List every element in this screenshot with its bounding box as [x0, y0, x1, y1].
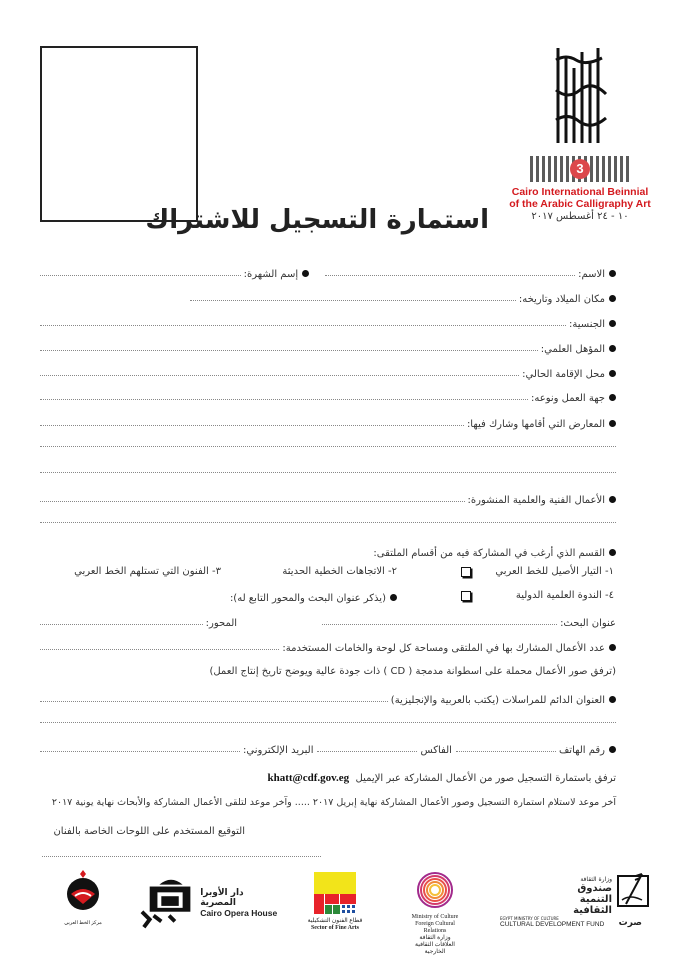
row-employer	[40, 386, 616, 404]
cdf-name-en: CULTURAL DEVELOPMENT FUND	[500, 921, 605, 928]
logo-title-line2: of the Arabic Calligraphy Art	[509, 198, 651, 210]
research-title-label: عنوان البحث:	[560, 618, 616, 629]
publications-field[interactable]	[40, 501, 465, 502]
calligraphy-logo-icon	[550, 40, 610, 150]
bullet-icon	[390, 594, 397, 601]
fine-arts-squares-icon	[314, 872, 356, 914]
calligraphy-band	[530, 156, 630, 182]
email-label: البريد الإلكتروني:	[243, 745, 314, 756]
bullet-icon	[609, 394, 616, 401]
row-exhibitions	[40, 412, 616, 430]
biennial-logo	[505, 40, 655, 222]
address-field-line2[interactable]	[40, 722, 616, 723]
axis-label: المحور:	[205, 618, 238, 629]
cdf-name-ar: صندوق التنمية الثقافية	[573, 883, 612, 916]
bullet-icon	[609, 270, 616, 277]
qualification-field[interactable]	[40, 350, 538, 351]
research-note-label: (يذكر عنوان البحث والمحور التابع له):	[229, 593, 386, 604]
email-field[interactable]	[40, 751, 240, 752]
cdf-ministry-en: EGYPT MINISTRY OF CULTURE	[500, 916, 559, 921]
bullet-icon	[609, 746, 616, 753]
option-4-label: ٤- الندوة العلمية الدولية	[515, 590, 614, 601]
photo-box	[40, 46, 198, 222]
opera-en: Cairo Opera House	[200, 908, 278, 918]
cdf-ministry-ar: وزارة الثقافة	[580, 876, 612, 883]
cd-note: (ترفق صور الأعمال محملة على اسطوانة مدمجة ( CD ) ذات جودة عالية ويوضح تاريخ إنتاج العمل)	[209, 666, 616, 677]
foreign-ar1: وزارة الثقافة	[419, 935, 451, 941]
residence-field[interactable]	[40, 375, 519, 376]
row-contact	[40, 738, 616, 756]
signature-field[interactable]	[42, 856, 321, 857]
opera-house-logo	[140, 876, 280, 930]
row-name	[40, 262, 616, 280]
edition-number: 3	[570, 159, 590, 179]
event-dates: ١٠ - ٢٤ أغسطس ٢٠١٧	[531, 211, 629, 222]
logo-title-en	[505, 186, 655, 210]
logo-title-line1: Cairo International Beinnial	[511, 186, 649, 198]
bullet-icon	[609, 295, 616, 302]
bullet-icon	[609, 644, 616, 651]
section-question-label: القسم الذي أرغب في المشاركة فيه من أقسام الملتقى:	[373, 548, 605, 559]
bullet-icon	[609, 696, 616, 703]
row-publications	[40, 488, 616, 506]
row-section-question	[40, 541, 616, 559]
row-residence	[40, 362, 616, 380]
calligraphy-center-ar: مركز الخط العربي	[64, 921, 102, 926]
row-nationality	[40, 312, 616, 330]
attach-note	[267, 772, 616, 784]
row-address	[40, 688, 616, 706]
phone-label: رقم الهاتف	[558, 745, 605, 756]
bullet-icon	[609, 345, 616, 352]
address-label: العنوان الدائم للمراسلات (يكتب بالعربية والإنجليزية)	[390, 695, 605, 706]
bullet-icon	[609, 420, 616, 427]
foreign-en1: Ministry of Culture	[411, 914, 459, 920]
exhibitions-field-line3[interactable]	[40, 472, 616, 473]
residence-label: محل الإقامة الحالي:	[522, 369, 605, 380]
attach-note-text: ترفق باستمارة التسجيل صور من الأعمال المشاركة عبر الإيميل	[355, 773, 616, 784]
employer-field[interactable]	[40, 399, 528, 400]
signature-label: التوقيع المستخدم على اللوحات الخاصة بالفنان	[53, 826, 245, 837]
option-3-label: ٣- الفنون التي تستلهم الخط العربي	[74, 566, 221, 577]
birth-label: مكان الميلاد وتاريخه:	[518, 294, 605, 305]
works-count-label: عدد الأعمال المشارك بها في الملتقى ومساحة كل لوحة والخامات المستخدمة:	[282, 643, 605, 654]
address-field[interactable]	[40, 701, 388, 702]
bullet-icon	[609, 320, 616, 327]
publications-label: الأعمال الفنية والعلمية المنشورة:	[467, 495, 605, 506]
form-title: استمارة التسجيل للاشتراك	[145, 205, 489, 235]
option-1-checkbox[interactable]	[461, 567, 471, 577]
employer-label: جهة العمل ونوعه:	[531, 393, 605, 404]
circles-icon	[413, 870, 457, 910]
bullet-icon	[302, 270, 309, 277]
row-birth	[190, 287, 616, 305]
axis-field[interactable]	[40, 624, 203, 625]
qualification-label: المؤهل العلمي:	[540, 344, 605, 355]
attach-email-link[interactable]: khatt@cdf.gov.eg	[267, 772, 350, 784]
option-2-label: ٢- الاتجاهات الخطية الحديثة	[282, 566, 397, 577]
row-research	[40, 611, 616, 629]
bullet-icon	[609, 496, 616, 503]
row-research-note	[200, 586, 397, 604]
publications-field-line2[interactable]	[40, 522, 616, 523]
nationality-label: الجنسية:	[569, 319, 605, 330]
exhibitions-field-line2[interactable]	[40, 446, 616, 447]
quill-icon	[616, 870, 650, 916]
cdf-brand: صرت	[618, 918, 642, 928]
birth-field[interactable]	[190, 300, 516, 301]
name-field[interactable]	[325, 275, 575, 276]
cdf-logo	[500, 870, 650, 928]
deadline-note: آخر موعد لاستلام استمارة التسجيل وصور الأعمال المشاركة نهاية إبريل ٢٠١٧ ..... وآخر موعد لتلقى الأعمال المشاركة والأبحاث نهاية يونية ٢٠١٧	[51, 797, 616, 808]
fine-arts-logo	[305, 872, 365, 932]
calligraphy-center-logo	[60, 870, 106, 927]
nickname-label: إسم الشهرة:	[243, 269, 299, 280]
fine-arts-ar: قطاع الفنون التشكيلية	[307, 918, 363, 924]
name-label: الاسم:	[578, 269, 605, 280]
calligraphy-center-icon	[63, 870, 103, 916]
row-qualification	[40, 337, 616, 355]
bullet-icon	[609, 549, 616, 556]
phone-field[interactable]	[456, 751, 556, 752]
opera-ar: دار الأوبرا المصرية	[200, 888, 244, 908]
bullet-icon	[609, 370, 616, 377]
option-4-checkbox[interactable]	[461, 591, 471, 601]
nationality-field[interactable]	[40, 325, 566, 326]
fax-label: الفاكس	[420, 745, 452, 756]
row-works-count	[40, 636, 616, 654]
foreign-relations-logo	[405, 870, 465, 956]
research-title-field[interactable]	[322, 624, 557, 625]
fine-arts-en: Sector of Fine Arts	[310, 925, 360, 931]
exhibitions-field[interactable]	[40, 425, 464, 426]
works-count-field[interactable]	[40, 649, 279, 650]
fax-field[interactable]	[317, 751, 417, 752]
option-1-label: ١- التيار الأصيل للخط العربي	[495, 566, 614, 577]
opera-house-icon	[140, 876, 196, 930]
nickname-field[interactable]	[40, 275, 241, 276]
foreign-en2: Foreign Cultural Relations	[415, 921, 455, 934]
exhibitions-label: المعارض التي أقامها وشارك فيها:	[466, 419, 605, 430]
foreign-ar2: العلاقات الثقافية الخارجية	[415, 942, 455, 955]
